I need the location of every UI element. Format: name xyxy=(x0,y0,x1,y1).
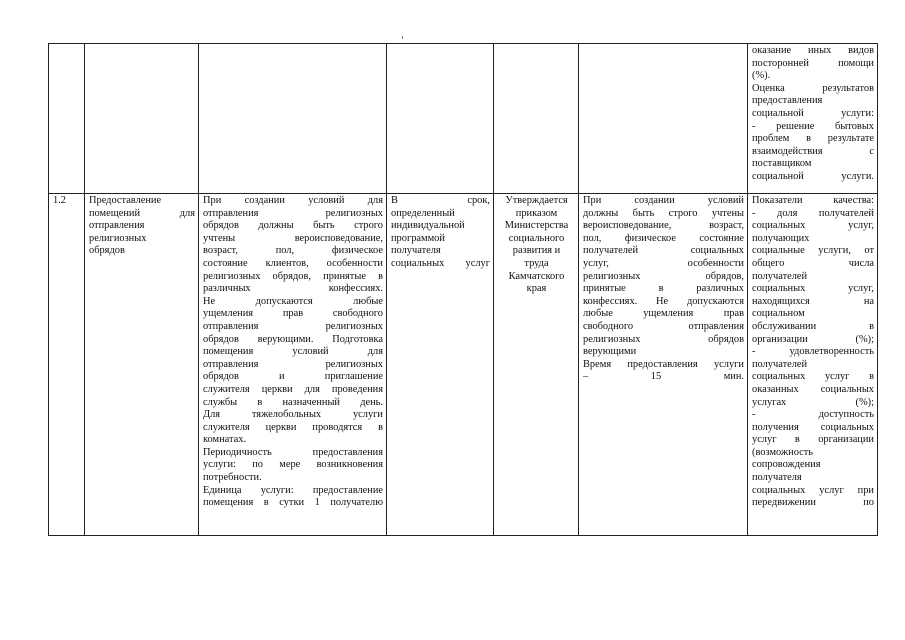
service-description xyxy=(199,194,387,536)
cell-number xyxy=(49,44,85,194)
text-line: услуги: по мере возникновения xyxy=(203,459,383,471)
text-line: обрядов должны быть строго xyxy=(203,220,383,232)
text-line: Утверждается xyxy=(505,195,568,206)
text-line: обрядов и приглашение xyxy=(203,371,383,383)
text-line: - удовлетворенность xyxy=(752,346,874,358)
text-line: – 15 мин. xyxy=(583,371,744,383)
text-line: помещения в сутки 1 получателю xyxy=(203,497,383,509)
text-line: края xyxy=(526,283,547,295)
text-line: Единица услуги: предоставление xyxy=(203,484,383,496)
text-line: обрядов верующими. Подготовка xyxy=(203,333,383,345)
text-line: получателя xyxy=(752,472,802,484)
text-line: поставщиком xyxy=(752,158,812,170)
text-line: услуг, особенности xyxy=(583,257,744,269)
text-line: конфессиях. Не допускаются xyxy=(583,295,744,307)
text-line: различных конфессиях. xyxy=(203,283,383,295)
text-line: взаимодействия с xyxy=(752,145,874,157)
text-line: религиозных xyxy=(89,232,147,244)
text-line: (%). xyxy=(752,70,771,82)
text-line: служителя церкви для проведения xyxy=(203,383,383,395)
cell-quality xyxy=(748,44,878,194)
text-line: потребности. xyxy=(203,472,262,484)
text-line: получателей социальных xyxy=(583,245,744,257)
text-line: отправления религиозных xyxy=(203,207,383,219)
text-line: определенный xyxy=(391,207,455,219)
text-line: Периодичность предоставления xyxy=(203,446,383,458)
text-line: принятые в различных xyxy=(583,283,744,295)
text-line: любые ущемления прав xyxy=(583,308,744,320)
text-line: посторонней помощи xyxy=(752,57,874,69)
text-line: программой xyxy=(391,232,445,244)
text-line: социальных услуг xyxy=(391,257,490,269)
text-line: предоставления xyxy=(752,95,823,107)
text-line: - доля получателей xyxy=(752,207,874,219)
cell-name xyxy=(85,44,199,194)
text-line: социальных услуг, xyxy=(752,283,874,295)
service-conditions xyxy=(579,194,748,536)
text-line: сопровождения xyxy=(752,459,821,471)
text-line: - решение бытовых xyxy=(752,120,874,132)
table-row xyxy=(49,44,878,194)
text-line: Показатели качества: xyxy=(752,195,874,206)
text-line: отправления религиозных xyxy=(203,320,383,332)
text-line: Министерства xyxy=(504,220,569,232)
service-quality xyxy=(748,194,878,536)
page-mark xyxy=(402,36,403,39)
text-line: состояние клиентов, особенности xyxy=(203,257,383,269)
text-line: - доступность xyxy=(752,409,874,421)
text-line: находящихся на xyxy=(752,295,874,307)
cell-tariff xyxy=(494,44,579,194)
text-line: отправления религиозных xyxy=(203,358,383,370)
text-line: отправления xyxy=(89,220,145,232)
cell-description xyxy=(199,44,387,194)
text-line: При создании условий для xyxy=(203,195,383,206)
text-line: социальной услуги: xyxy=(752,107,874,119)
text-line: социальной услуги. xyxy=(752,170,874,182)
text-line: обслуживании в xyxy=(752,320,874,332)
text-line: передвижении по xyxy=(752,497,874,509)
text-line: вероисповедование, возраст, xyxy=(583,220,744,232)
text-line: услугах (%); xyxy=(752,396,874,408)
text-line: получателей xyxy=(752,270,808,282)
text-line: свободного отправления xyxy=(583,320,744,332)
services-table xyxy=(48,43,878,536)
service-term xyxy=(387,194,494,536)
text-line: Камчатского xyxy=(508,270,565,282)
text-line: организации (%); xyxy=(752,333,874,345)
text-line: оказание иных видов xyxy=(752,45,874,56)
table-row xyxy=(49,194,878,536)
text-line: религиозных обрядов, принятые в xyxy=(203,270,383,282)
text-line: возраст, пол, физическое xyxy=(203,245,383,257)
text-line: помещений для xyxy=(89,207,195,219)
text-line: получателей xyxy=(752,358,808,370)
text-line: комнатах. xyxy=(203,434,247,446)
text-line: труда xyxy=(524,257,549,269)
text-line: обрядов xyxy=(89,245,125,257)
text-line: В срок, xyxy=(391,195,490,206)
text-line: религиозных обрядов xyxy=(583,333,744,345)
text-line: развития и xyxy=(512,245,561,257)
service-tariff xyxy=(494,194,579,536)
text-line: Оценка результатов xyxy=(752,82,874,94)
text-line: социальных услуг в xyxy=(752,371,874,383)
text-line: служителя церкви проводятся в xyxy=(203,421,383,433)
text-line: помещения условий для xyxy=(203,346,383,358)
text-line: ущемления прав свободного xyxy=(203,308,383,320)
text-line: должны быть строго учтены xyxy=(583,207,744,219)
text-line: получателя xyxy=(391,245,441,257)
text-line: Предоставление xyxy=(89,195,162,206)
text-line: учтены вероисповедование, xyxy=(203,232,383,244)
text-line: общего числа xyxy=(752,257,874,269)
text-line: социальных услуг при xyxy=(752,484,874,496)
text-line: социальных услуг, xyxy=(752,220,874,232)
text-line: службы в назначенный день. xyxy=(203,396,383,408)
text-line: Время предоставления услуги xyxy=(583,358,744,370)
text-line: социальные услуги, от xyxy=(752,245,874,257)
text-line: получающих xyxy=(752,232,810,244)
text-line: При создании условий xyxy=(583,195,744,206)
text-line: социального xyxy=(508,232,565,244)
text-line: приказом xyxy=(515,207,558,219)
text-line: (возможность xyxy=(752,446,814,458)
text-line: проблем в результате xyxy=(752,133,874,145)
cell-term xyxy=(387,44,494,194)
text-line: социальном xyxy=(752,308,805,320)
text-line: Не допускаются любые xyxy=(203,295,383,307)
text-line: услуг в организации xyxy=(752,434,874,446)
service-name xyxy=(85,194,199,536)
text-line: оказанных социальных xyxy=(752,383,874,395)
text-line: религиозных обрядов, xyxy=(583,270,744,282)
text-line: пол, физическое состояние xyxy=(583,232,744,244)
text-line: Для тяжелобольных услуги xyxy=(203,409,383,421)
text-line: верующими xyxy=(583,346,637,358)
cell-conditions xyxy=(579,44,748,194)
text-line: получения социальных xyxy=(752,421,874,433)
text-line: индивидуальной xyxy=(391,220,465,232)
service-number: 1.2 xyxy=(49,194,85,536)
